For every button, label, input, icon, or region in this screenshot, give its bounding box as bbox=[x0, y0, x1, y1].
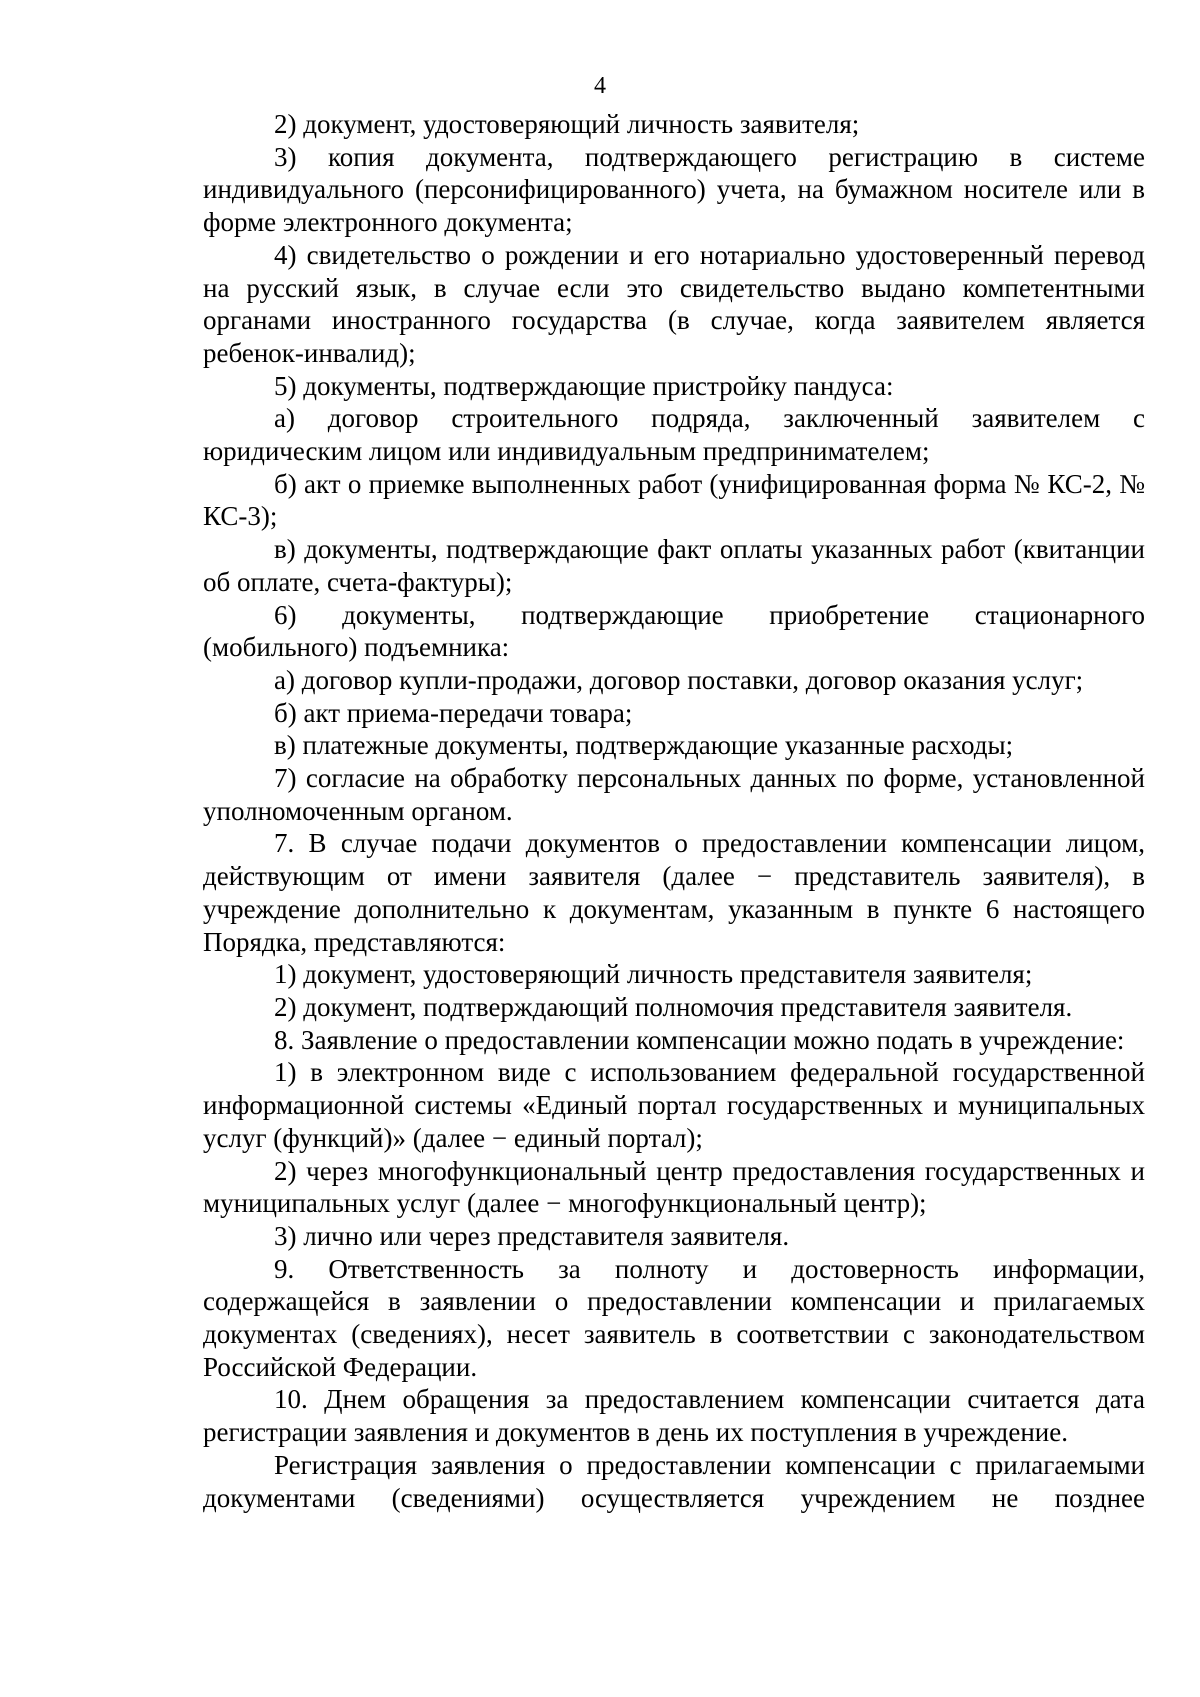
paragraph: в) документы, подтверждающие факт оплаты указанных работ (квитанции об оплате, счета-фактуры); bbox=[203, 534, 1145, 597]
paragraph: 7. В случае подачи документов о предоставлении компенсации лицом, действующим от имени заявителя (далее − представитель заявителя), в учреждение дополнительно к документам, указанным в пункте 6 настоящего Порядка, представляются: bbox=[203, 828, 1145, 957]
paragraph: Регистрация заявления о предоставлении компенсации с прилагаемыми документами (сведениями) осуществляется учреждением не позднее bbox=[203, 1449, 1145, 1513]
paragraph: 8. Заявление о предоставлении компенсации можно подать в учреждение: bbox=[274, 1024, 1125, 1055]
paragraph: 6) документы, подтверждающие приобретение стационарного (мобильного) подъемника: bbox=[203, 599, 1145, 663]
paragraph: 9. Ответственность за полноту и достоверность информации, содержащейся в заявлении о предоставлении компенсации и прилагаемых документах (сведениях), несет заявитель в соответствии с законодательством Российской Федерации. bbox=[203, 1253, 1145, 1382]
paragraph: 3) лично или через представителя заявителя. bbox=[274, 1220, 790, 1251]
paragraph: 5) документы, подтверждающие пристройку пандуса: bbox=[274, 370, 894, 401]
paragraph: 1) документ, удостоверяющий личность представителя заявителя; bbox=[274, 959, 1033, 990]
paragraph: б) акт о приемке выполненных работ (унифицированная форма № КС-2, № КС-3); bbox=[203, 468, 1145, 532]
paragraph: б) акт приема-передачи товара; bbox=[274, 697, 633, 728]
paragraph: в) платежные документы, подтверждающие указанные расходы; bbox=[274, 730, 1014, 761]
paragraph: 2) документ, удостоверяющий личность заявителя; bbox=[274, 109, 860, 139]
paragraph: 1) в электронном виде с использованием федеральной государственной информационной системы «Единый портал государственных и муниципальных услуг (функций)» (далее − единый портал); bbox=[203, 1057, 1145, 1153]
paragraph: 3) копия документа, подтверждающего регистрацию в системе индивидуального (персонифицированного) учета, на бумажном носителе или в форме электронного документа; bbox=[203, 141, 1145, 238]
paragraph: 7) согласие на обработку персональных данных по форме, установленной уполномоченным органом. bbox=[203, 763, 1145, 826]
paragraph: а) договор купли-продажи, договор поставки, договор оказания услуг; bbox=[274, 664, 1084, 695]
paragraph: 2) через многофункциональный центр предоставления государственных и муниципальных услуг (далее − многофункциональный центр); bbox=[203, 1155, 1145, 1219]
document-body bbox=[203, 108, 1145, 1514]
page-number: 4 bbox=[594, 73, 606, 99]
paragraph: 4) свидетельство о рождении и его нотариально удостоверенный перевод на русский язык, в случае если это свидетельство выдано компетентными органами иностранного государства (в случае, когда заявителем является ребенок-инвалид); bbox=[203, 239, 1145, 368]
paragraph: 2) документ, подтверждающий полномочия представителя заявителя. bbox=[274, 991, 1073, 1022]
paragraph: а) договор строительного подряда, заключенный заявителем с юридическим лицом или индивидуальным предпринимателем; bbox=[203, 403, 1145, 467]
paragraph: 10. Днем обращения за предоставлением компенсации считается дата регистрации заявления и документов в день их поступления в учреждение. bbox=[203, 1384, 1145, 1448]
